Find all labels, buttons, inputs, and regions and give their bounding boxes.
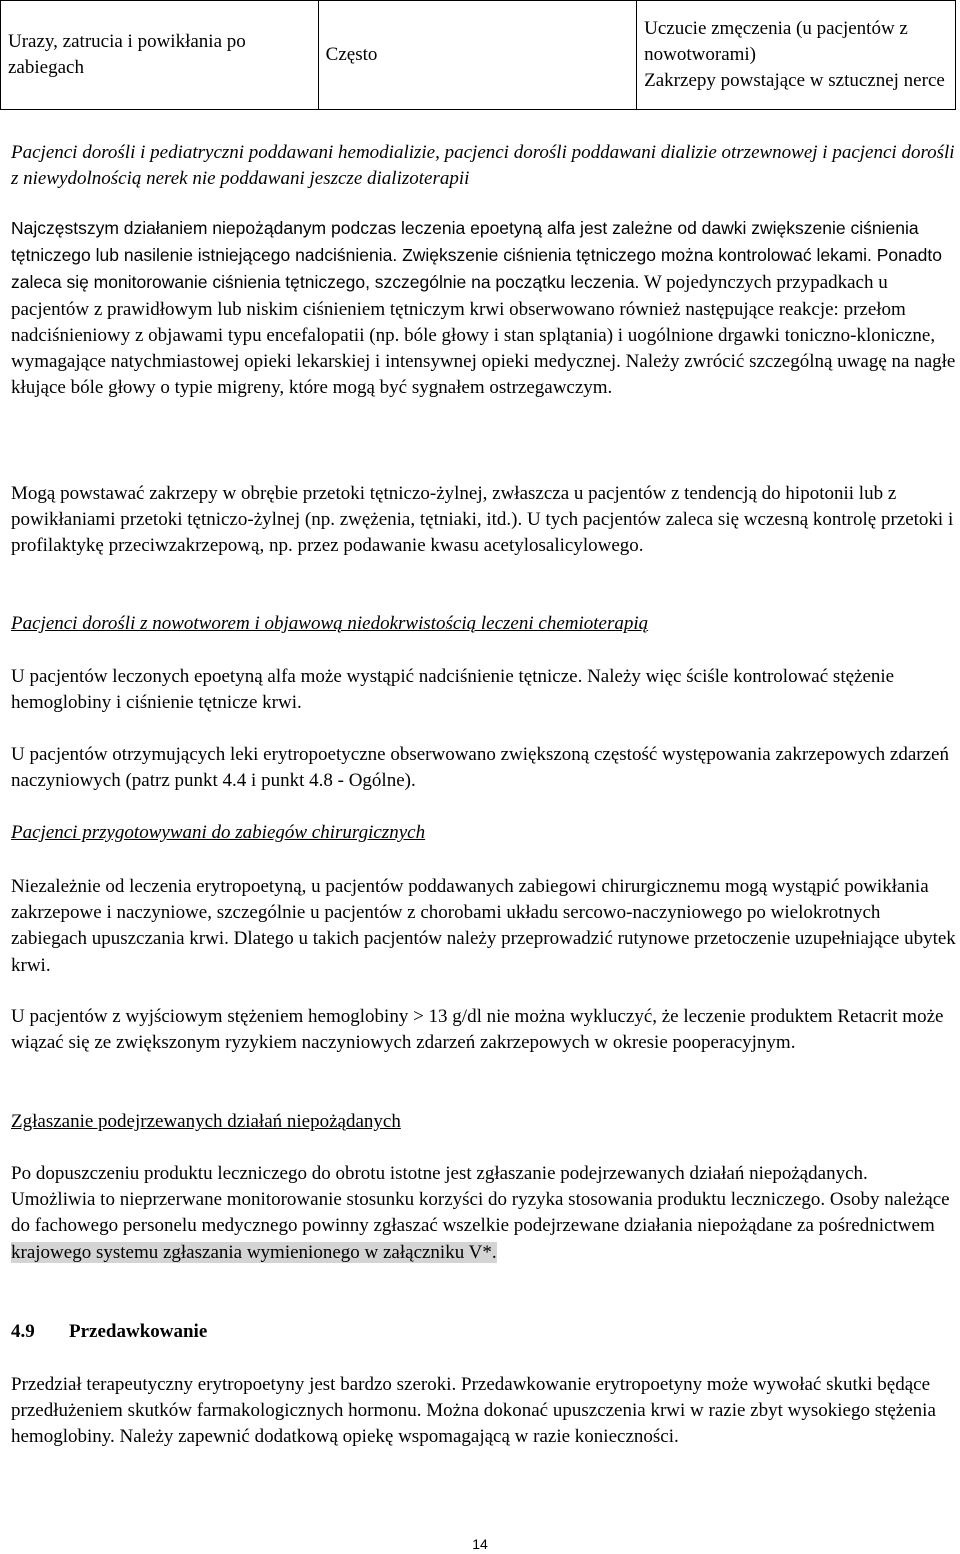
organ-class-text: Urazy, zatrucia i powikłania po zabiegach	[8, 31, 246, 78]
heading-overdose	[11, 1319, 956, 1345]
paragraph-hemoglobin: U pacjentów z wyjściowym stężeniem hemoglobiny > 13 g/dl nie można wykluczyć, że leczenie produktem Retacrit może wiązać się ze zwiększonym ryzykiem naczyniowych zdarzeń zakrzepowych w okresie pooperacyjnym.	[11, 1006, 944, 1054]
heading-number: 4.9	[11, 1321, 35, 1342]
paragraph-reporting	[11, 1161, 956, 1266]
reaction-text-2: Zakrzepy powstające w sztucznej nerce	[644, 70, 945, 91]
paragraph-blood-pressure-serif: W pojedynczych przypadkach u pacjentów z prawidłowym lub niskim ciśnieniem tętniczym krwi obserwowano również następujące reakcje: przełom nadciśnieniowy z objawami typu encefalopatii (np. bóle głowy i stan splątania) i uogólnione drgawki toniczno-kloniczne, wymagające natychmiastowej opieki lekarskiej i intensywnej opieki medycznej. Należy zwrócić szczególną uwagę na nagłe kłujące bóle głowy o typie migreny, które mogą być sygnałem ostrzegawczym.	[11, 272, 956, 399]
section-title-surgery: Pacjenci przygotowywani do zabiegów chirurgicznych	[11, 822, 426, 843]
paragraph-surgery-complications: Niezależnie od leczenia erytropoetyną, u pacjentów poddawanych zabiegowi chirurgicznemu mogą wystąpić powikłania zakrzepowe i naczyniowe, szczególnie u pacjentów z chorobami układu sercowo-naczyniowego po wielokrotnych zabiegach upuszczania krwi. Dlatego u takich pacjentów należy przeprowadzić rutynowe przetoczenie uzupełniające ubytek krwi.	[11, 876, 956, 976]
paragraph-thrombotic-events: U pacjentów otrzymujących leki erytropoetyczne obserwowano zwiększoną częstość występowania zakrzepowych zdarzeń naczyniowych (patrz punkt 4.4 i punkt 4.8 - Ogólne).	[11, 744, 949, 792]
paragraph-blood-pressure	[11, 215, 956, 401]
section-title-dialysis: Pacjenci dorośli i pediatryczni poddawani hemodializie, pacjenci dorośli poddawani dializie otrzewnowej i pacjenci dorośli z niewydolnością nerek nie poddawani jeszcze dializoterapii	[11, 142, 955, 190]
section-title-reporting: Zgłaszanie podejrzewanych działań niepożądanych	[11, 1111, 401, 1132]
reaction-text-1: Uczucie zmęczenia (u pacjentów z nowotworami)	[644, 18, 908, 65]
frequency-text: Często	[325, 44, 378, 65]
paragraph-reporting-text: Po dopuszczeniu produktu leczniczego do obrotu istotne jest zgłaszanie podejrzewanych działań niepożądanych. Umożliwia to nieprzerwane monitorowanie stosunku korzyści do ryzyka stosowania produktu leczniczego. Osoby należące do fachowego personelu medycznego powinny zgłaszać wszelkie podejrzewane działania niepożądane za pośrednictwem	[11, 1163, 950, 1237]
table-cell-reactions	[637, 1, 956, 110]
paragraph-hypertension: U pacjentów leczonych epoetyną alfa może wystąpić nadciśnienie tętnicze. Należy więc ściśle kontrolować stężenie hemoglobiny i ciśnienie tętnicze krwi.	[11, 666, 895, 714]
paragraph-overdose: Przedział terapeutyczny erytropoetyny jest bardzo szeroki. Przedawkowanie erytropoetyny może wywołać skutki będące przedłużeniem skutków farmakologicznych hormonu. Można dokonać upuszczenia krwi w razie zbyt wysokiego stężenia hemoglobiny. Należy zapewnić dodatkową opiekę wspomagającą w razie konieczności.	[11, 1374, 936, 1448]
reporting-system-link[interactable]: krajowego systemu zgłaszania wymienionego w załączniku V*.	[11, 1241, 497, 1263]
heading-title: Przedawkowanie	[69, 1321, 208, 1342]
section-title-cancer: Pacjenci dorośli z nowotworem i objawową niedokrwistością leczeni chemioterapią	[11, 613, 649, 634]
paragraph-thrombosis-fistula: Mogą powstawać zakrzepy w obrębie przetoki tętniczo-żylnej, zwłaszcza u pacjentów z tendencją do hipotonii lub z powikłaniami przetoki tętniczo-żylnej (np. zwężenia, tętniaki, itd.). U tych pacjentów zaleca się wczesną kontrolę przetoki i profilaktykę przeciwzakrzepową, np. przez podawanie kwasu acetylosalicylowego.	[11, 483, 954, 557]
table-cell-frequency	[318, 1, 636, 110]
paragraph-blood-pressure-sans: Najczęstszym działaniem niepożądanym podczas leczenia epoetyną alfa jest zależne od dawki zwiększenie ciśnienia tętniczego lub nasilenie istniejącego nadciśnienia. Zwiększenie ciśnienia tętniczego można kontrolować lekami. Ponadto zaleca się monitorowanie ciśnienia tętniczego, szczególnie na początku leczenia.	[11, 218, 942, 293]
table-cell-organ-class	[1, 1, 319, 110]
page-number: 14	[472, 1536, 488, 1552]
table-row	[1, 1, 956, 110]
adverse-reactions-table	[0, 0, 956, 110]
